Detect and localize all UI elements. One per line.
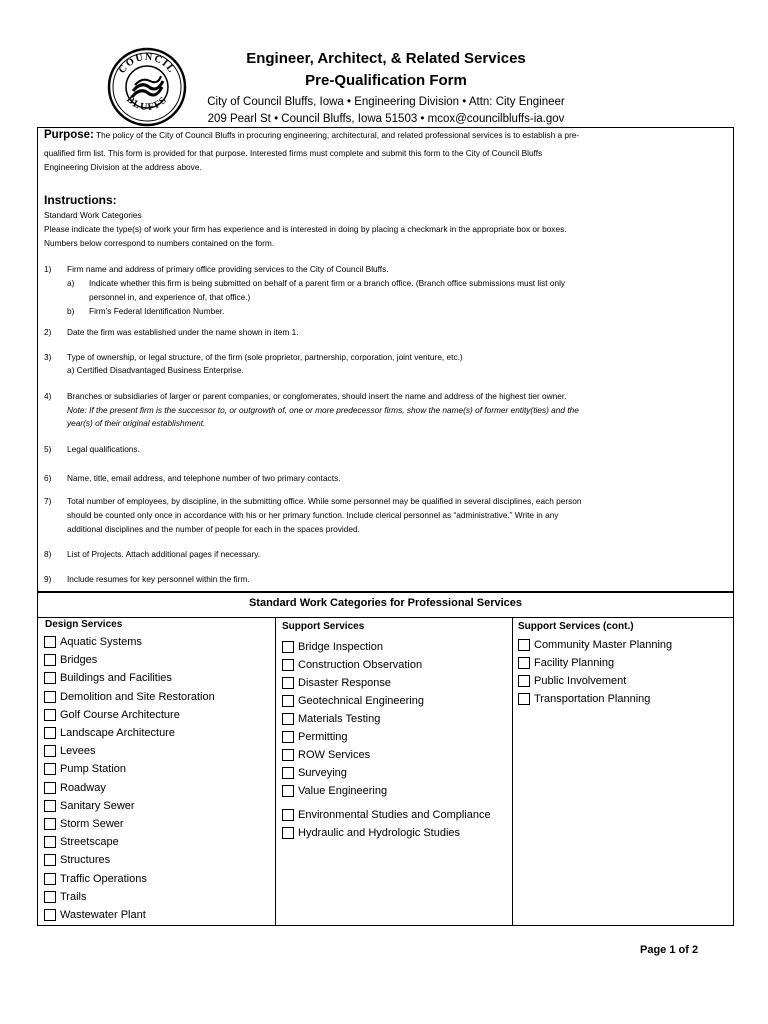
item-text: Type of ownership, or legal structure, of the firm (sole proprietor, partnership, corporation, joint venture, etc.) [67,352,463,362]
item-number: 2) [44,327,52,337]
checkbox[interactable] [282,767,294,779]
support-service-option [282,711,380,727]
divider [275,617,276,926]
checkbox-label: Demolition and Site Restoration [60,690,215,703]
checkbox[interactable] [44,727,56,739]
design-service-option [44,743,95,759]
checkbox-label: Sanitary Sewer [60,799,135,812]
checkbox[interactable] [282,695,294,707]
design-service-option [44,889,86,905]
design-service-option [44,871,147,887]
purpose-line-1: The policy of the City of Council Bluffs in procuring engineering, architectural, and related professional services is to establish a pre- [96,130,580,140]
design-service-option [44,780,106,796]
item-1-sub-b [67,305,224,319]
support-service-option [282,729,348,745]
item-1-sub-a [67,277,565,291]
item-text: Total number of employees, by discipline, in the submitting office. While some personnel may be qualified in several disciplines, each person [67,496,582,506]
support-service-option [282,639,383,655]
form-subtitle: Pre-Qualification Form [305,72,467,89]
support-service-option [282,783,387,799]
instructions-line-3: Numbers below correspond to numbers contained on the form. [44,238,275,248]
item-number: 5) [44,444,52,454]
item-text: Legal qualifications. [67,444,140,454]
checkbox[interactable] [518,639,530,651]
instructions-line-2: Please indicate the type(s) of work your firm has experience and is interested in doing by placing a checkmark in the appropriate box or boxes. [44,224,567,234]
support-services-cont-heading: Support Services (cont.) [518,621,634,632]
purpose-line-3: Engineering Division at the address above. [44,162,202,172]
checkbox[interactable] [44,800,56,812]
item-text: Name, title, email address, and telephone number of two primary contacts. [67,473,341,483]
support-services-heading: Support Services [282,621,365,632]
checkbox[interactable] [282,677,294,689]
checkbox-label: Disaster Response [298,677,391,689]
checkbox[interactable] [44,636,56,648]
checkbox[interactable] [518,657,530,669]
support-service-cont-option [518,691,650,707]
categories-title: Standard Work Categories for Professional Services [248,597,523,609]
support-service-option [282,747,370,763]
sub-text: Firm’s Federal Identification Number. [89,306,225,316]
divider [37,617,734,618]
checkbox[interactable] [518,675,530,687]
item-number: 9) [44,574,52,584]
item-text: Date the firm was established under the name shown in item 1. [67,327,299,337]
checkbox[interactable] [282,809,294,821]
checkbox-label: Storm Sewer [60,818,124,830]
purpose-label: Purpose: [44,129,94,141]
support-service-cont-option [518,637,672,653]
item-4-note-line-1: Note: If the present firm is the successor to, or outgrowth of, one or more predecessor firms, show the name(s) of former entity(ties) and the [67,405,579,415]
checkbox-label: Buildings and Facilities [60,672,172,685]
design-service-option [44,689,215,705]
item-number: 4) [44,391,52,401]
checkbox[interactable] [44,745,56,757]
checkbox[interactable] [44,691,56,703]
design-service-option [44,634,142,650]
item-number: 8) [44,549,52,559]
checkbox-label: Traffic Operations [60,872,147,885]
item-1-sub-a-cont: personnel in, and experience of, that office.) [89,292,251,302]
checkbox-label: Roadway [60,781,106,794]
design-services-heading: Design Services [45,619,123,630]
checkbox-label: Golf Course Architecture [60,708,180,721]
support-service-cont-option [518,673,626,689]
item-number: 3) [44,352,52,362]
checkbox-label: ROW Services [298,749,371,761]
design-service-option [44,725,175,741]
checkbox-label: Hydraulic and Hydrologic Studies [298,827,461,839]
sub-text: Indicate whether this firm is being submitted on behalf of a parent firm or a branch office. (Branch office submissions must list only [89,278,566,288]
checkbox[interactable] [44,672,56,684]
support-service-option [282,693,424,709]
checkbox[interactable] [282,659,294,671]
page-number: Page 1 of 2 [640,944,699,956]
checkbox[interactable] [518,693,530,705]
design-service-option [44,798,135,814]
instructions-title: Instructions: [44,193,117,207]
checkbox[interactable] [44,909,56,921]
checkbox[interactable] [44,854,56,866]
divider [512,617,513,926]
address-line: 209 Pearl St • Council Bluffs, Iowa 51503 • mcox@councilbluffs-ia.gov [207,113,565,125]
seal-top-text: COUNCIL [116,51,178,76]
checkbox[interactable] [44,782,56,794]
checkbox[interactable] [282,641,294,653]
design-service-option [44,652,97,668]
item-text: List of Projects. Attach additional pages if necessary. [67,549,261,559]
checkbox[interactable] [44,818,56,830]
item-number: 1) [44,264,52,274]
item-text: additional disciplines and the number of people for each in the spaces provided. [67,524,360,534]
design-service-option [44,834,119,850]
support-service-option [282,675,391,691]
checkbox-label: Streetscape [60,836,119,849]
checkbox-label: Wastewater Plant [60,909,146,921]
checkbox-label: Materials Testing [298,713,381,725]
checkbox[interactable] [282,713,294,725]
design-service-option [44,852,110,868]
item-text: Firm name and address of primary office providing services to the City of Council Bluffs. [67,264,389,274]
checkbox[interactable] [44,709,56,721]
checkbox-label: Bridge Inspection [298,641,383,653]
checkbox-label: Geotechnical Engineering [298,695,424,707]
checkbox-label: Aquatic Systems [60,636,142,648]
division-attn-line: City of Council Bluffs, Iowa • Engineering Division • Attn: City Engineer [207,96,565,108]
sub-letter: b) [67,306,75,316]
item-text: should be counted only once in accordance with his or her primary function. Include clerical personnel as “administrative.” Write in any [67,510,559,520]
purpose-line-2: qualified firm list. This form is provided for that purpose. Interested firms must complete and submit this form to the City of Council Bluffs [44,148,543,158]
checkbox[interactable] [282,827,294,839]
support-service-cont-option [518,655,614,671]
item-text: Include resumes for key personnel within the firm. [67,574,250,584]
item-number: 6) [44,473,52,483]
item-3-sub-a: a) Certified Disadvantaged Business Enterprise. [67,365,244,375]
checkbox-label: Bridges [60,654,98,667]
checkbox[interactable] [44,891,56,903]
support-service-option [282,657,422,673]
checkbox-label: Environmental Studies and Compliance [298,809,491,821]
design-service-option [44,707,180,723]
checkbox-label: Facility Planning [534,657,615,669]
design-service-option [44,670,172,686]
design-service-option [44,816,124,832]
support-service-option [282,807,491,823]
checkbox-label: Landscape Architecture [60,727,175,739]
checkbox-label: Pump Station [60,763,127,776]
seal-bottom-text: BLUFFS [124,94,170,114]
checkbox-label: Surveying [298,767,347,779]
checkbox[interactable] [282,785,294,797]
item-number: 7) [44,496,52,506]
checkbox-label: Public Involvement [534,675,627,687]
checkbox-label: Levees [60,745,96,758]
sub-letter: a) [67,278,75,288]
form-title: Engineer, Architect, & Related Services [246,50,526,67]
checkbox[interactable] [44,836,56,848]
design-service-option [44,761,126,777]
checkbox[interactable] [282,731,294,743]
checkbox[interactable] [44,763,56,775]
checkbox[interactable] [44,873,56,885]
checkbox-label: Community Master Planning [534,639,673,651]
checkbox-label: Value Engineering [298,785,388,797]
checkbox-label: Permitting [298,731,348,743]
checkbox-label: Trails [60,890,87,903]
checkbox[interactable] [44,654,56,666]
purpose-paragraph [44,129,579,143]
design-service-option [44,907,146,923]
item-text: Branches or subsidiaries of larger or parent companies, or conglomerates, should insert the name and address of the highest tier owner. [67,391,567,401]
checkbox-label: Transportation Planning [534,693,651,705]
item-4-note-line-2: year(s) of their original establishment. [67,418,206,428]
checkbox-label: Construction Observation [298,659,423,671]
support-service-option [282,765,347,781]
checkbox-label: Structures [60,854,111,867]
checkbox[interactable] [282,749,294,761]
instructions-line-1: Standard Work Categories [44,210,142,220]
support-service-option [282,825,460,841]
